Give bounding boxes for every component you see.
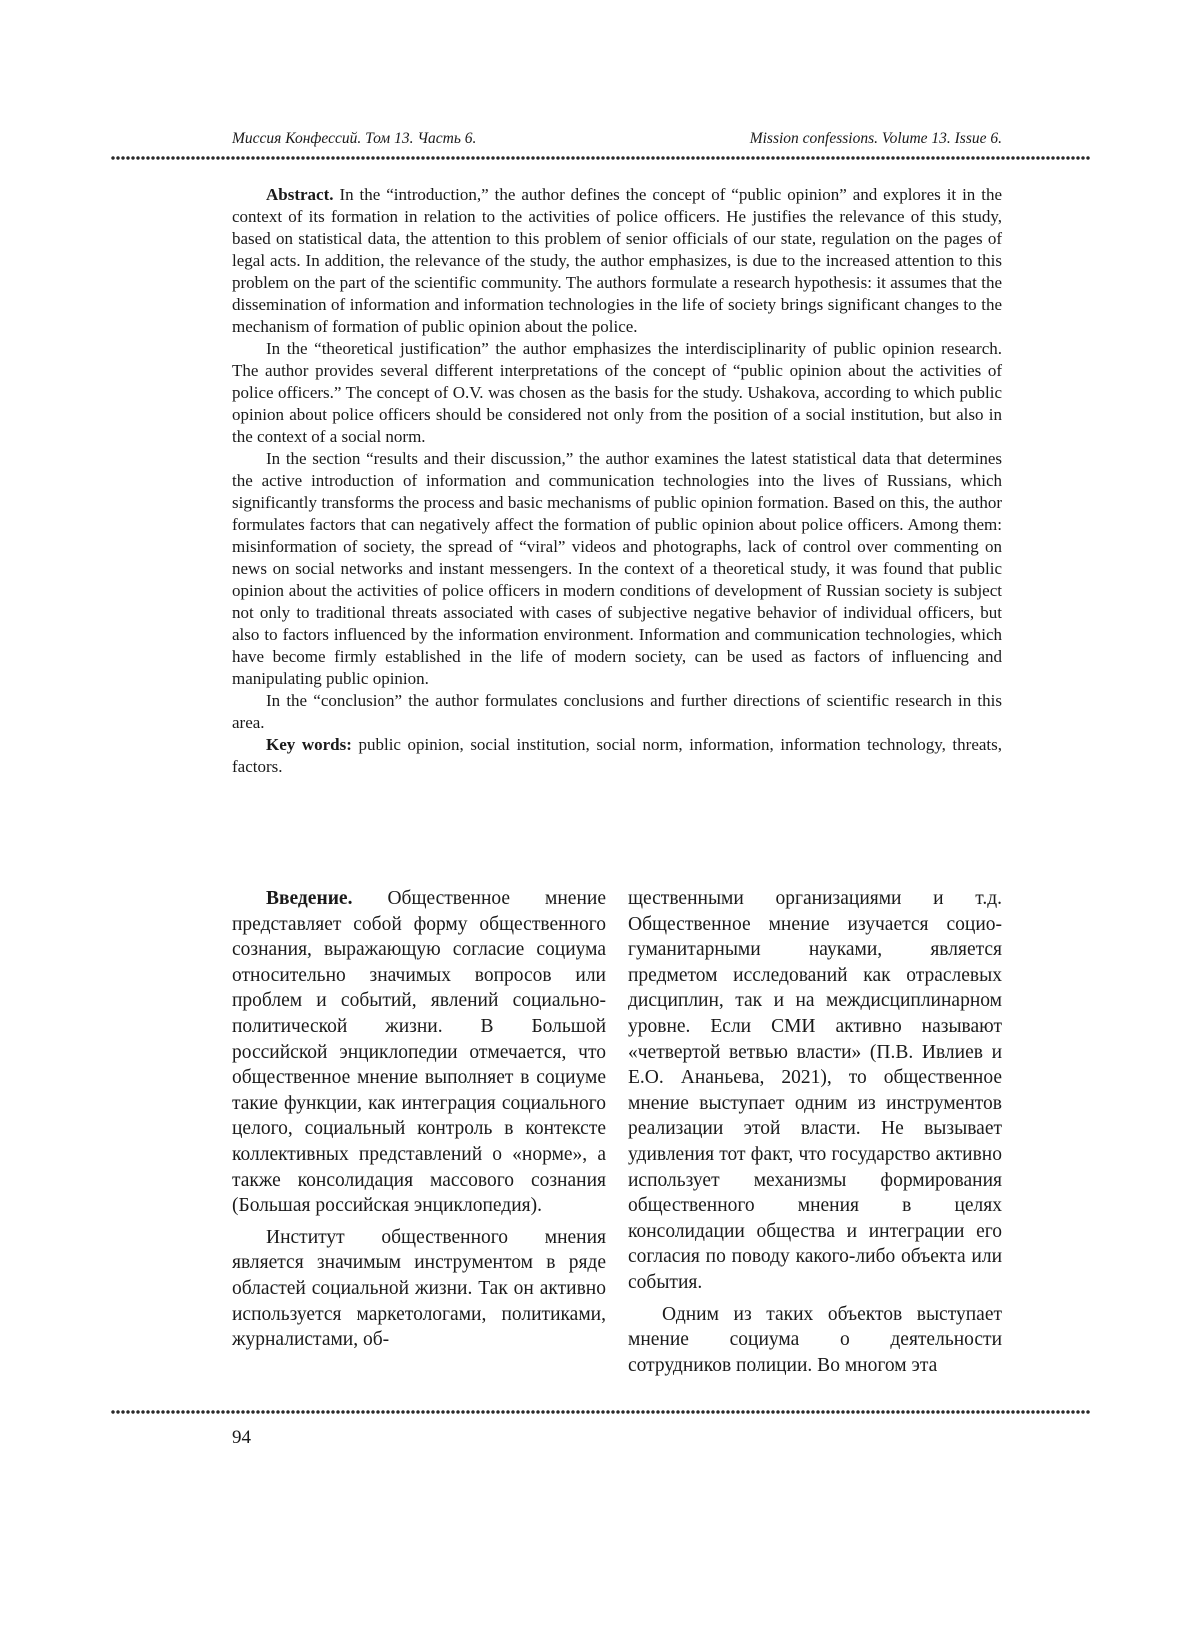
right-paragraph-2: Одним из таких объектов выступает мнение социума о деятельности сотрудников полиции. Во многом эта <box>628 1303 1002 1376</box>
left-column <box>232 886 606 1359</box>
keywords-label: Key words: <box>266 735 352 754</box>
body-columns <box>232 886 1002 1386</box>
abstract-paragraph-1 <box>232 184 1002 338</box>
keywords-paragraph <box>232 734 1002 778</box>
page-number: 94 <box>232 1427 251 1448</box>
journal-title-ru: Миссия Конфессий. Том 13. Часть 6. <box>232 130 477 147</box>
right-paragraph-1: щественными организациями и т.д. Общественное мнение изучается социо-гуманитарными науками, является предметом исследований как отраслевых дисциплин, так и на междисциплинарном уровне. Если СМИ активно называют «четвертой ветвью власти» (П.В. Ивлиев и Е.О. Ананьева, 2021), то общественное мнение выступает одним из инструментов реализации этой власти. Не вызывает удивления тот факт, что государство активно использует механизмы формирования общественного мнения в целях консолидации общества и интеграции его согласия по поводу какого-либо объекта или события. <box>628 888 1002 1293</box>
abstract-paragraph-4: In the “conclusion” the author formulates conclusions and further directions of scientific research in this area. <box>232 691 1002 732</box>
footer-ornament-rule <box>110 1409 1090 1415</box>
intro-text: Общественное мнение представляет собой форму общественного сознания, выражающую согласие социума относительно значимых вопросов или проблем и событий, явлений социально-политической жизни. В Большой российской энциклопедии отмечается, что общественное мнение выполняет в социуме такие функции, как интеграция социального целого, социальный контроль в контексте коллективных представлений о «норме», а также консолидация массового сознания (Большая российская энциклопедия). <box>232 888 606 1217</box>
journal-title-en: Mission confessions. Volume 13. Issue 6. <box>749 130 1002 147</box>
abstract-paragraph-3: In the section “results and their discussion,” the author examines the latest statistical data that determines the active introduction of information and communication technologies into the lives of Russians, which significantly transforms the process and basic mechanisms of public opinion formation. Based on this, the author formulates factors that can negatively affect the formation of public opinion about police officers. Among them: misinformation of society, the spread of “viral” videos and photographs, lack of control over commenting on news on social networks and instant messengers. In the context of a theoretical study, it was found that public opinion about the activities of police officers in modern conditions of development of Russian society is subject not only to traditional threats associated with cases of subjective negative behavior of individual officers, but also to factors influenced by the information environment. Information and communication technologies, which have become firmly established in the life of modern society, can be used as factors of influencing and manipulating public opinion. <box>232 449 1002 688</box>
left-paragraph-2: Институт общественного мнения является значимым инструментом в ряде областей социальной жизни. Так он активно используется маркетологами, политиками, журналистами, об- <box>232 1226 606 1351</box>
abstract-text-1: In the “introduction,” the author defines the concept of “public opinion” and explores it in the context of its formation in relation to the activities of police officers. He justifies the relevance of this study, based on statistical data, the attention to this problem of senior officials of our state, regulation on the pages of legal acts. In addition, the relevance of the study, the author emphasizes, is due to the increased attention to this problem on the part of the scientific community. The authors formulate a research hypothesis: it assumes that the dissemination of information and information technologies in the life of society brings significant changes to the mechanism of formation of public opinion about the police. <box>232 185 1002 336</box>
intro-label: Введение. <box>266 888 353 909</box>
keywords-text: public opinion, social institution, social norm, information, information technology, threats, factors. <box>232 735 1002 776</box>
abstract-section <box>232 184 1002 778</box>
abstract-paragraph-2: In the “theoretical justification” the author emphasizes the interdisciplinarity of public opinion research. The author provides several different interpretations of the concept of “public opinion about the activities of police officers.” The concept of O.V. was chosen as the basis for the study. Ushakova, according to which public opinion about police officers should be considered not only from the position of a social institution, but also in the context of a social norm. <box>232 339 1002 446</box>
right-column <box>628 886 1002 1384</box>
abstract-label: Abstract. <box>266 185 334 204</box>
header-ornament-rule <box>110 155 1090 161</box>
intro-paragraph <box>232 886 606 1219</box>
running-header <box>232 130 1002 154</box>
